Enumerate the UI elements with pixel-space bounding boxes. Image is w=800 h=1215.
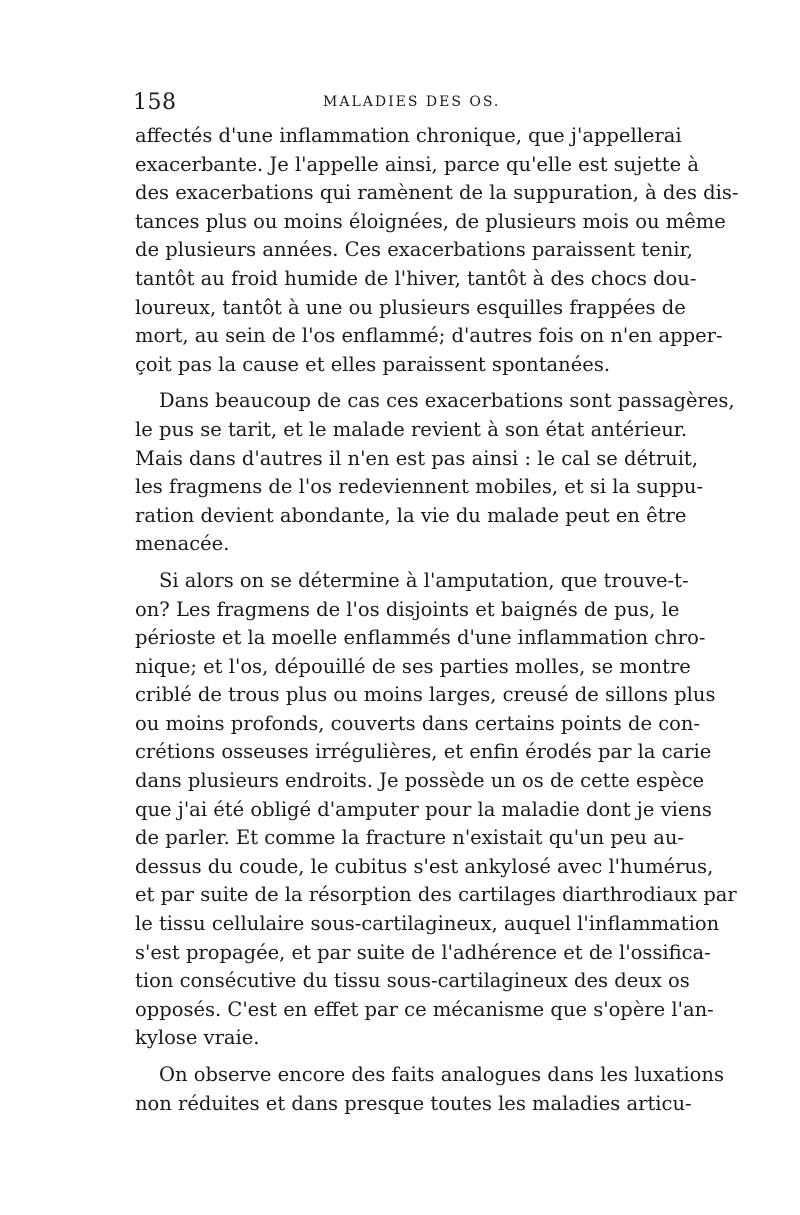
- text-line: mort, au sein de l'os enflammé; d'autres fois on n'en apper-: [135, 324, 723, 348]
- text-line: le pus se tarit, et le malade revient à son état antérieur.: [135, 417, 688, 441]
- text-line: loureux, tantôt à une ou plusieurs esquilles frappées de: [135, 295, 686, 319]
- text-line: opposés. C'est en effet par ce mécanisme que s'opère l'an-: [135, 997, 714, 1021]
- text-line: s'est propagée, et par suite de l'adhérence et de l'ossifica-: [135, 940, 711, 964]
- text-line: crétions osseuses irrégulières, et enfin érodés par la carie: [135, 740, 712, 764]
- text-line: dessus du coude, le cubitus s'est ankylosé avec l'humérus,: [135, 854, 714, 878]
- text-line: Dans beaucoup de cas ces exacerbations sont passagères,: [159, 389, 735, 413]
- text-line: de plusieurs années. Ces exacerbations paraissent tenir,: [135, 238, 693, 262]
- text-line: kylose vraie.: [135, 1026, 260, 1050]
- paragraph: [135, 122, 739, 379]
- text-line: menacée.: [135, 532, 230, 556]
- body-text: [135, 122, 739, 1118]
- text-line: des exacerbations qui ramènent de la suppuration, à des dis-: [135, 181, 739, 205]
- text-line: de parler. Et comme la fracture n'existait qu'un peu au-: [135, 826, 684, 850]
- paragraph-gap: [135, 379, 670, 387]
- paragraph-gap: [135, 1053, 670, 1061]
- paragraph: [135, 567, 737, 1053]
- text-line: les fragmens de l'os redeviennent mobiles, et si la suppu-: [135, 475, 704, 499]
- running-head: MALADIES DES OS.: [323, 94, 501, 110]
- paragraph: [135, 387, 735, 559]
- text-line: tion consécutive du tissu sous-cartilagineux des deux os: [135, 969, 690, 993]
- text-line: exacerbante. Je l'appelle ainsi, parce qu'elle est sujette à: [135, 152, 699, 176]
- text-line: périoste et la moelle enflammés d'une inflammation chro-: [135, 626, 706, 650]
- text-line: tantôt au froid humide de l'hiver, tantôt à des chocs dou-: [135, 266, 697, 290]
- text-line: affectés d'une inflammation chronique, que j'appellerai: [135, 124, 682, 147]
- text-line: que j'ai été obligé d'amputer pour la maladie dont je viens: [135, 797, 712, 821]
- text-line: et par suite de la résorption des cartilages diarthrodiaux par: [135, 883, 737, 907]
- text-line: Mais dans d'autres il n'en est pas ainsi : le cal se détruit,: [135, 446, 698, 470]
- text-line: le tissu cellulaire sous-cartilagineux, auquel l'inflammation: [135, 912, 720, 936]
- paragraph-gap: [135, 559, 670, 567]
- text-line: non réduites et dans presque toutes les maladies articu-: [135, 1091, 692, 1115]
- text-line: nique; et l'os, dépouillé de ses parties molles, se montre: [135, 654, 691, 678]
- text-line: On observe encore des faits analogues dans les luxations: [159, 1063, 724, 1086]
- text-line: ration devient abondante, la vie du malade peut en être: [135, 503, 687, 527]
- text-line: tances plus ou moins éloignées, de plusieurs mois ou même: [135, 209, 726, 233]
- text-line: on? Les fragmens de l'os disjoints et baignés de pus, le: [135, 597, 680, 621]
- text-line: ou moins profonds, couverts dans certains points de con-: [135, 711, 701, 735]
- page-number: 158: [133, 90, 177, 115]
- page-header: [133, 90, 673, 120]
- text-line: criblé de trous plus ou moins larges, creusé de sillons plus: [135, 683, 716, 707]
- text-line: Si alors on se détermine à l'amputation, que trouve-t-: [159, 568, 689, 592]
- text-line: çoit pas la cause et elles paraissent spontanées.: [135, 352, 611, 376]
- text-line: dans plusieurs endroits. Je possède un os de cette espèce: [135, 769, 705, 793]
- paragraph: [135, 1061, 724, 1118]
